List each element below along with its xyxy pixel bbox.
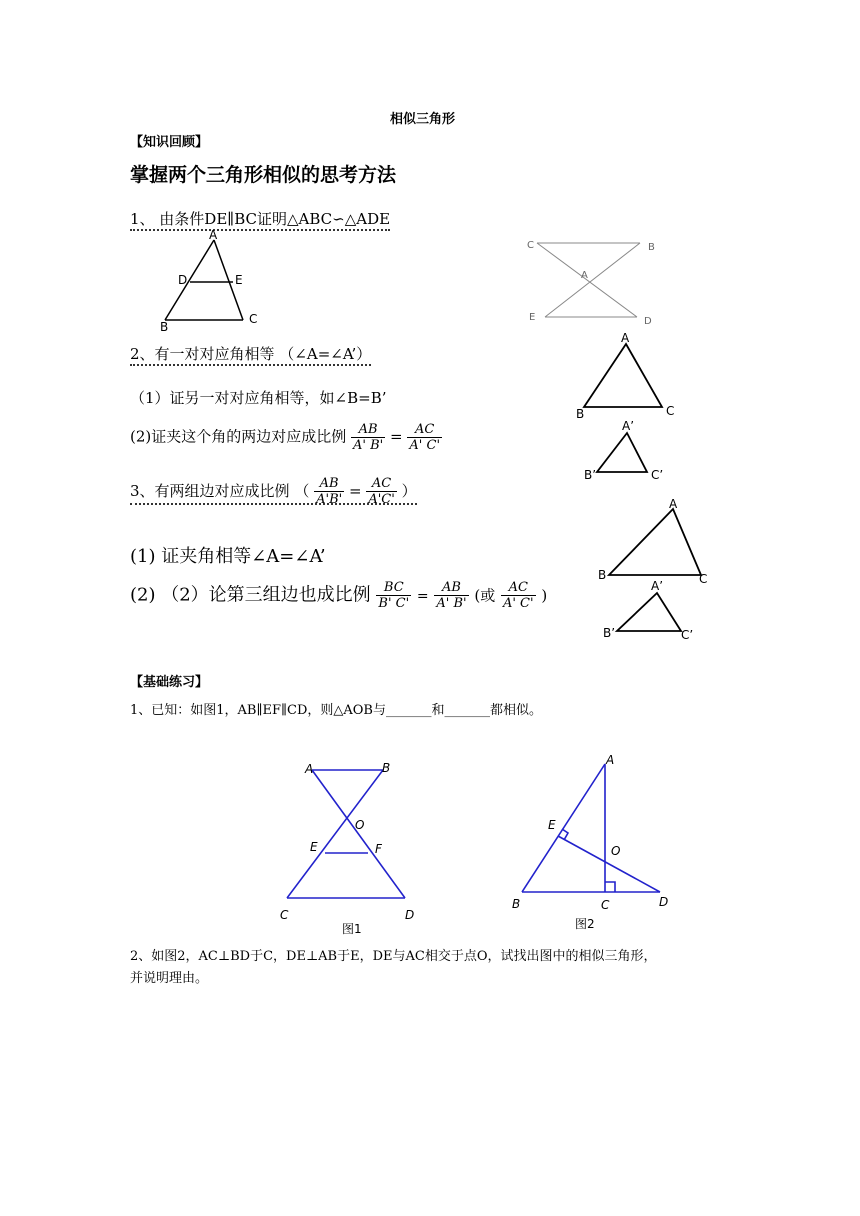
fig2-label-a: A xyxy=(606,753,615,767)
fig-ade-label-c: C xyxy=(249,312,258,326)
fig-hg-label-e: E xyxy=(529,312,536,323)
fig-t2-label-c: C xyxy=(699,572,708,586)
fig-t2-label-b: B xyxy=(598,568,607,582)
fig-t2-label-c-prime: C’ xyxy=(681,628,694,642)
figure-2 xyxy=(505,748,685,938)
figure-similar-triangles-1 xyxy=(570,330,690,485)
fig-hg-label-d: D xyxy=(644,316,652,327)
method-2-sub-1: （1）证另一对对应角相等，如∠B=B’ xyxy=(130,389,387,407)
practice-header: 【基础练习】 xyxy=(130,675,209,690)
fraction-bc: $\frac{BC}{B' C'}$ xyxy=(378,580,410,611)
fig-ade-label-b: B xyxy=(160,320,169,333)
exercise-2-line-2: 并说明理由。 xyxy=(130,971,209,986)
method-3-sub-1: (1) 证夹角相等∠A=∠A’ xyxy=(130,546,326,567)
fig-t2-label-b-prime: B’ xyxy=(603,626,616,640)
figure-1 xyxy=(275,755,430,940)
fraction-ac: $\frac{AC}{A' C'}$ xyxy=(409,422,441,453)
fig1-label-o: O xyxy=(355,818,365,832)
method-1: 1、 由条件DE∥BC证明△ABC∽△ADE xyxy=(130,208,390,229)
fig-ade-label-d: D xyxy=(178,273,188,287)
review-header: 【知识回顾】 xyxy=(130,135,209,150)
fraction-ab: $\frac{AB}{A' B'}$ xyxy=(353,422,384,453)
fraction-ab-prime: $\frac{AB}{A'B'}$ xyxy=(316,476,343,507)
fig2-label-d: D xyxy=(659,895,669,909)
method-2: 2、有一对对应角相等 （∠A=∠A’） xyxy=(130,343,371,364)
fig2-label-o: O xyxy=(611,844,621,858)
fig1-label-e: E xyxy=(310,840,318,854)
fig-t1-label-b-prime: B’ xyxy=(584,468,597,482)
fig1-label-f: F xyxy=(375,842,382,856)
fig1-caption: 图1 xyxy=(342,922,362,936)
method-2-sub-2: (2)证夹这个角的两边对应成比例 $\frac{AB}{A' B'}$ = $\frac{AC}{A' C'}$ xyxy=(130,422,441,453)
fig1-label-a: A xyxy=(305,762,314,776)
method-3: 3、有两组边对应成比例 （ $\frac{AB}{A'B'}$ = $\frac{AC}{A'C'}$ ） xyxy=(130,476,417,507)
exercise-2-line-1: 2、如图2，AC⊥BD于C，DE⊥AB于E，DE与AC相交于点O，试找出图中的相似三角形， xyxy=(130,949,657,964)
fig1-label-b: B xyxy=(382,761,391,775)
fig-ade-label-a: A xyxy=(209,228,218,242)
page-title: 相似三角形 xyxy=(390,112,456,127)
fig1-label-c: C xyxy=(280,908,289,922)
method-3-sub-2: (2) （2）论第三组边也成比例 $\frac{BC}{B' C'}$ = $\frac{AB}{A' B'}$ (或 $\frac{AC}{A' C'}$ ) xyxy=(130,580,548,611)
fig-t2-label-a: A xyxy=(669,497,678,511)
fig1-label-d: D xyxy=(405,908,415,922)
fig2-label-e: E xyxy=(548,818,556,832)
fig-hg-label-b: B xyxy=(648,242,655,253)
fig-t1-label-b: B xyxy=(576,407,585,421)
fig2-label-b: B xyxy=(512,897,521,911)
figure-hourglass xyxy=(525,235,665,330)
fig-t1-label-a: A xyxy=(621,331,630,345)
fraction-ab-2: $\frac{AB}{A' B'}$ xyxy=(436,580,467,611)
fig-ade-label-e: E xyxy=(235,273,243,287)
fig-t1-label-a-prime: A’ xyxy=(622,419,635,433)
figure-similar-triangles-2 xyxy=(595,495,720,645)
fraction-ac-2: $\frac{AC}{A' C'}$ xyxy=(502,580,534,611)
fig2-caption: 图2 xyxy=(575,917,595,931)
fig-hg-label-c: C xyxy=(527,240,534,251)
main-heading: 掌握两个三角形相似的思考方法 xyxy=(130,164,397,186)
fig-t1-label-c: C xyxy=(666,404,675,418)
fig-t1-label-c-prime: C’ xyxy=(651,468,664,482)
figure-ade xyxy=(155,228,275,333)
fraction-ac-prime: $\frac{AC}{A'C'}$ xyxy=(368,476,395,507)
fig-t2-label-a-prime: A’ xyxy=(651,579,664,593)
fig-hg-label-a: A xyxy=(581,270,588,281)
fig2-label-c: C xyxy=(601,898,610,912)
exercise-1: 1、已知：如图1，AB∥EF∥CD，则△AOB与_______和_______都相似。 xyxy=(130,703,542,718)
